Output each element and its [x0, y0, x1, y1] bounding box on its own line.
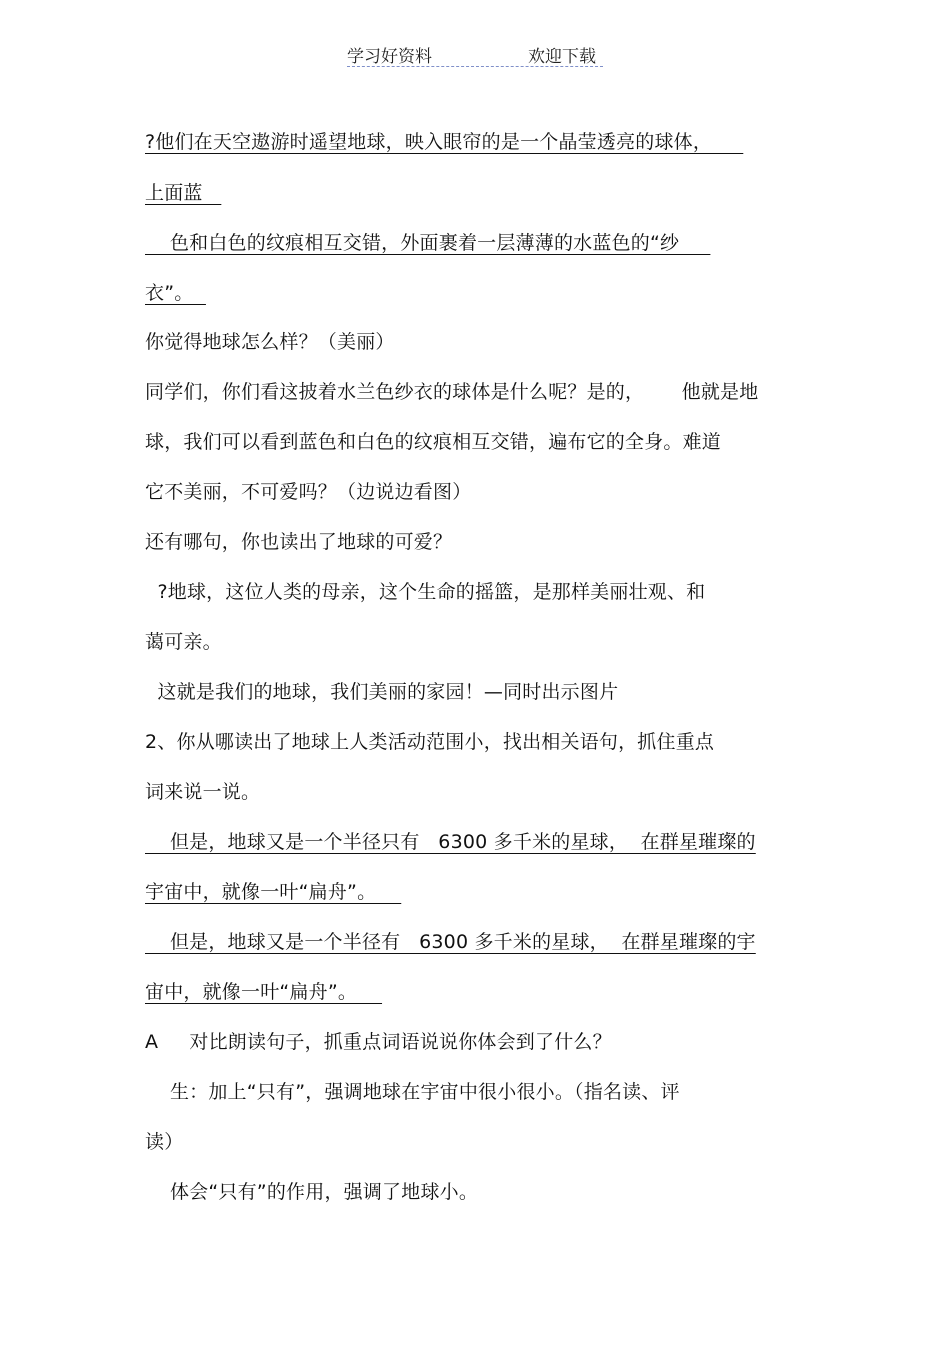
- text-line: 生：加上“只有”，强调地球在宇宙中很小很小。（指名读、评: [145, 1081, 680, 1103]
- text-line: 蔼可亲。: [145, 631, 222, 653]
- text-line: 体会“只有”的作用，强调了地球小。: [145, 1181, 479, 1203]
- header-right-text: 欢迎下载: [528, 47, 596, 67]
- text-line: 同学们，你们看这披着水兰色纱衣的球体是什么呢？是的， 他就是地: [145, 381, 759, 403]
- text-line: 但是，地球又是一个半径有 6300 多千米的星球， 在群星璀璨的宇: [145, 931, 756, 953]
- page-header: [347, 40, 603, 67]
- text-line: ?地球，这位人类的母亲，这个生命的摇篮，是那样美丽壮观、和: [145, 581, 706, 603]
- text-line: 这就是我们的地球，我们美丽的家园！—同时出示图片: [145, 681, 619, 703]
- text-line: A 对比朗读句子，抓重点词语说说你体会到了什么？: [145, 1031, 612, 1053]
- text-line: 色和白色的纹痕相互交错，外面裹着一层薄薄的水蓝色的“纱: [145, 232, 711, 254]
- text-line: ?他们在天空遨游时遥望地球，映入眼帘的是一个晶莹透亮的球体，: [145, 131, 744, 153]
- header-left-text: 学习好资料: [347, 47, 432, 67]
- text-line: 球，我们可以看到蓝色和白色的纹痕相互交错，遍布它的全身。难道: [145, 431, 722, 453]
- text-line: 它不美丽，不可爱吗？（边说边看图）: [145, 481, 472, 503]
- text-line: 衣”。: [145, 282, 206, 304]
- text-line: 上面蓝: [145, 182, 222, 204]
- text-line: 但是，地球又是一个半径只有 6300 多千米的星球， 在群星璀璨的: [145, 831, 756, 853]
- text-line: 宇宙中，就像一叶“扁舟”。: [145, 881, 402, 903]
- text-line: 词来说一说。: [145, 781, 261, 803]
- text-line: 2、你从哪读出了地球上人类活动范围小，找出相关语句，抓住重点: [145, 731, 715, 753]
- text-line: 还有哪句，你也读出了地球的可爱？: [145, 531, 453, 553]
- text-line: 你觉得地球怎么样？（美丽）: [145, 331, 395, 353]
- text-line: 宙中，就像一叶“扁舟”。: [145, 981, 383, 1003]
- text-line: 读）: [145, 1131, 184, 1153]
